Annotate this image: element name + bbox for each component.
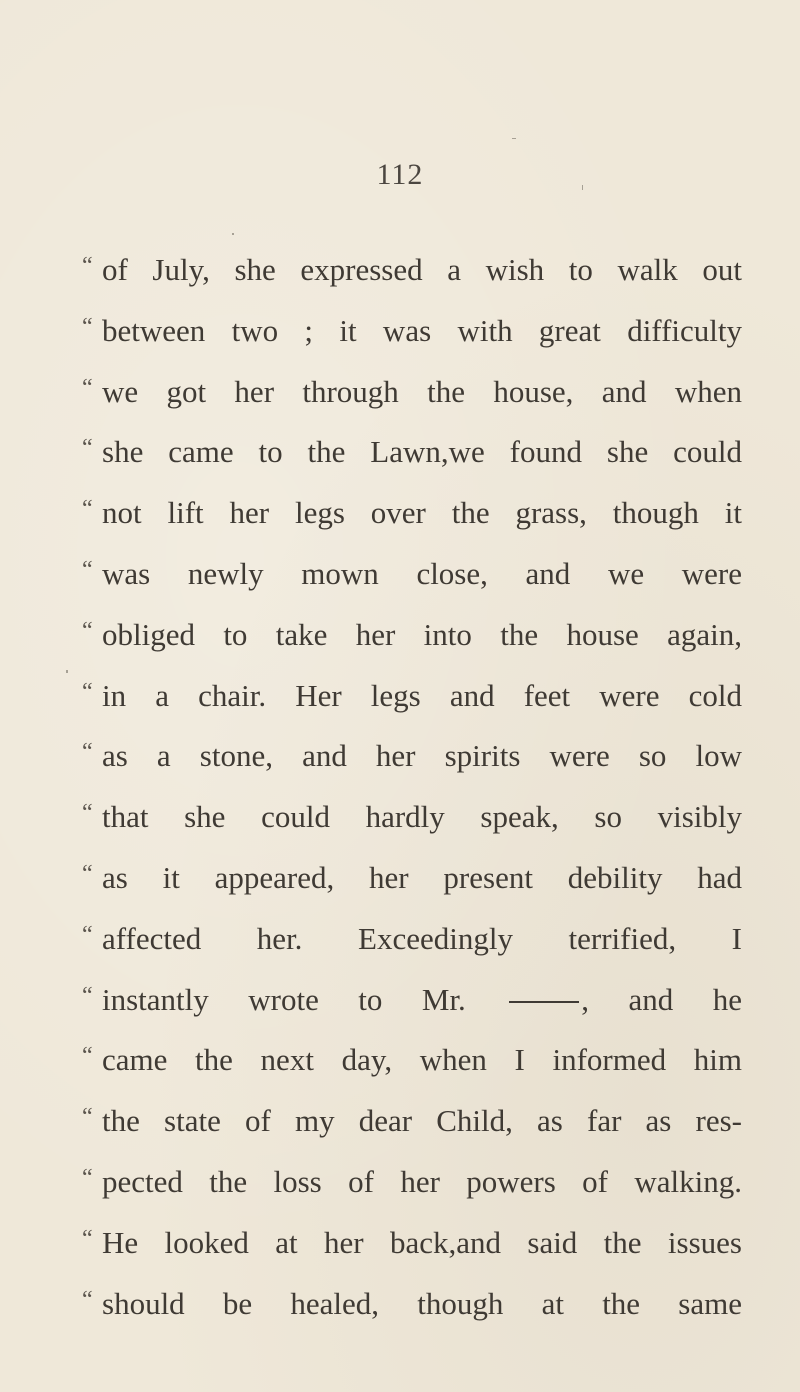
name-dash <box>509 1001 579 1003</box>
quote-mark: “ <box>82 435 93 462</box>
text-line <box>82 422 742 483</box>
text-line <box>82 787 742 848</box>
paper-speck <box>232 233 234 235</box>
line-text-after-dash: , and he <box>581 981 742 1017</box>
quote-mark: “ <box>82 982 93 1009</box>
quote-mark: “ <box>82 556 93 583</box>
quote-mark: “ <box>82 313 93 340</box>
line-text: she came to the Lawn,we found she could <box>102 434 742 470</box>
quote-mark: “ <box>82 921 93 948</box>
quote-mark: “ <box>82 374 93 401</box>
text-line <box>82 666 742 727</box>
quote-mark: “ <box>82 1164 93 1191</box>
quote-mark: “ <box>82 1286 93 1313</box>
text-line <box>82 605 742 666</box>
paper-speck <box>512 138 516 139</box>
line-text: came the next day, when I informed him <box>102 1042 742 1078</box>
quote-mark: “ <box>82 1043 93 1070</box>
line-text: of July, she expressed a wish to walk out <box>102 252 742 287</box>
quote-mark: “ <box>82 253 93 279</box>
quote-mark: “ <box>82 800 93 827</box>
line-text: not lift her legs over the grass, though it <box>102 495 742 531</box>
line-text: affected her. Exceedingly terrified, I <box>102 920 742 956</box>
quote-mark: “ <box>82 860 93 887</box>
paper-speck <box>66 670 68 673</box>
body-text <box>82 240 742 1334</box>
quote-mark: “ <box>82 1104 93 1131</box>
quote-mark: “ <box>82 1225 93 1252</box>
text-line <box>82 1030 742 1091</box>
line-text: that she could hardly speak, so visibly <box>102 799 742 835</box>
text-line <box>82 1091 742 1152</box>
line-text: pected the loss of her powers of walking. <box>102 1163 742 1199</box>
line-text: obliged to take her into the house again, <box>102 616 742 652</box>
quote-mark: “ <box>82 678 93 705</box>
line-text: He looked at her back,and said the issues <box>102 1224 742 1260</box>
text-line <box>82 240 742 301</box>
text-line <box>82 544 742 605</box>
quote-mark: “ <box>82 739 93 766</box>
line-text: we got her through the house, and when <box>102 373 742 409</box>
text-line <box>82 301 742 362</box>
text-line <box>82 909 742 970</box>
line-text: should be healed, though at the same <box>102 1285 742 1321</box>
paper-speck <box>582 185 583 190</box>
quote-mark: “ <box>82 617 93 644</box>
text-line <box>82 1213 742 1274</box>
quote-mark: “ <box>82 496 93 523</box>
line-text: as a stone, and her spirits were so low <box>102 738 742 774</box>
page-number: 112 <box>376 158 424 191</box>
text-line <box>82 848 742 909</box>
line-text: was newly mown close, and we were <box>102 555 742 591</box>
line-text: in a chair. Her legs and feet were cold <box>102 677 742 713</box>
text-line <box>82 1274 742 1335</box>
line-text: the state of my dear Child, as far as res- <box>102 1103 742 1139</box>
line-text-before-dash: instantly wrote to Mr. <box>102 981 466 1017</box>
line-text: between two ; it was with great difficulty <box>102 312 742 348</box>
text-line <box>82 726 742 787</box>
text-line <box>82 362 742 423</box>
line-text: as it appeared, her present debility had <box>102 859 742 895</box>
line-text <box>102 970 742 1031</box>
text-line <box>82 970 742 1031</box>
text-line <box>82 483 742 544</box>
text-line <box>82 1152 742 1213</box>
